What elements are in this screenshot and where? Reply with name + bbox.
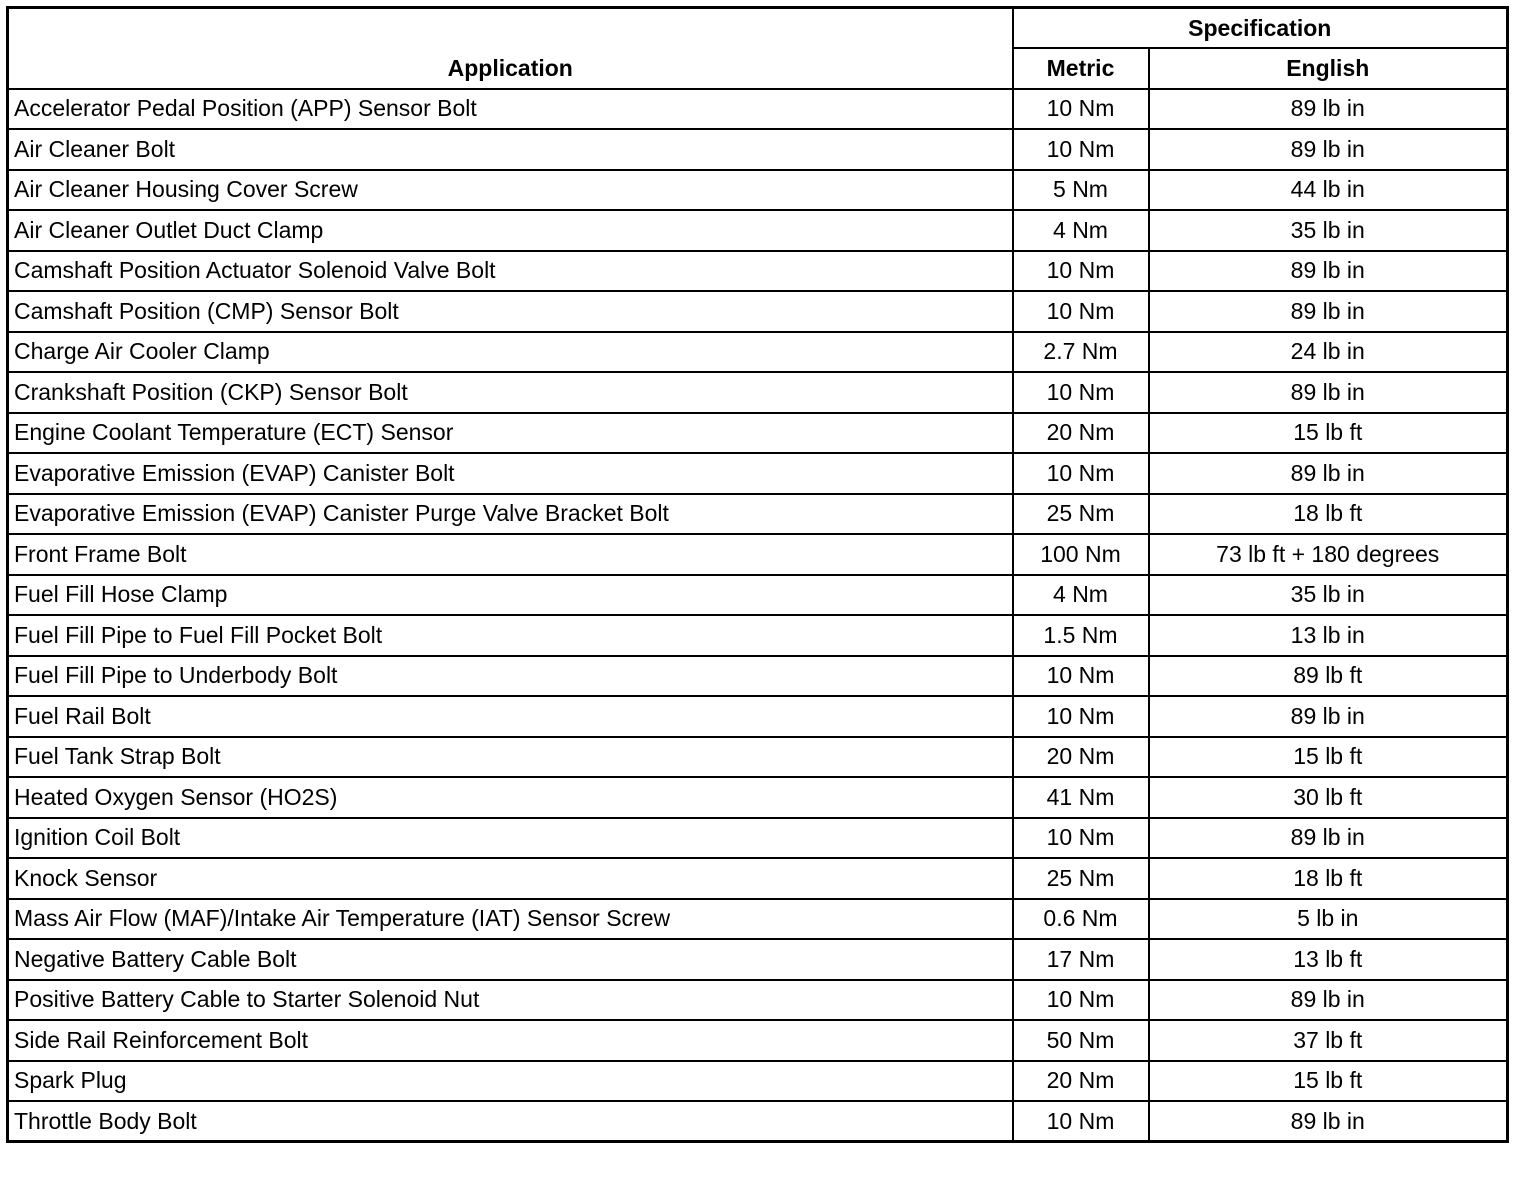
application-cell: Air Cleaner Outlet Duct Clamp (8, 210, 1013, 251)
metric-cell: 10 Nm (1013, 372, 1149, 413)
application-cell: Heated Oxygen Sensor (HO2S) (8, 777, 1013, 818)
metric-cell: 20 Nm (1013, 413, 1149, 454)
english-cell: 15 lb ft (1149, 413, 1508, 454)
metric-cell: 10 Nm (1013, 291, 1149, 332)
table-row (8, 656, 1508, 697)
english-cell: 13 lb ft (1149, 939, 1508, 980)
application-cell: Evaporative Emission (EVAP) Canister Purge Valve Bracket Bolt (8, 494, 1013, 535)
table-row (8, 534, 1508, 575)
torque-spec-table (6, 6, 1509, 1143)
table-row (8, 89, 1508, 130)
application-cell: Evaporative Emission (EVAP) Canister Bolt (8, 453, 1013, 494)
metric-cell: 25 Nm (1013, 494, 1149, 535)
header-metric: Metric (1013, 48, 1149, 89)
table-row (8, 1020, 1508, 1061)
table-row (8, 210, 1508, 251)
table-row (8, 737, 1508, 778)
table-row (8, 1101, 1508, 1142)
table-row (8, 777, 1508, 818)
application-cell: Spark Plug (8, 1061, 1013, 1102)
english-cell: 89 lb in (1149, 129, 1508, 170)
metric-cell: 10 Nm (1013, 980, 1149, 1021)
application-cell: Camshaft Position (CMP) Sensor Bolt (8, 291, 1013, 332)
english-cell: 24 lb in (1149, 332, 1508, 373)
application-cell: Fuel Fill Hose Clamp (8, 575, 1013, 616)
metric-cell: 10 Nm (1013, 453, 1149, 494)
table-row (8, 575, 1508, 616)
english-cell: 35 lb in (1149, 575, 1508, 616)
english-cell: 15 lb ft (1149, 1061, 1508, 1102)
english-cell: 89 lb in (1149, 1101, 1508, 1142)
metric-cell: 4 Nm (1013, 575, 1149, 616)
table-row (8, 413, 1508, 454)
application-cell: Air Cleaner Bolt (8, 129, 1013, 170)
application-cell: Mass Air Flow (MAF)/Intake Air Temperature (IAT) Sensor Screw (8, 899, 1013, 940)
application-cell: Crankshaft Position (CKP) Sensor Bolt (8, 372, 1013, 413)
metric-cell: 17 Nm (1013, 939, 1149, 980)
application-cell: Front Frame Bolt (8, 534, 1013, 575)
table-row (8, 251, 1508, 292)
table-row (8, 453, 1508, 494)
english-cell: 13 lb in (1149, 615, 1508, 656)
table-body (8, 89, 1508, 1142)
application-cell: Positive Battery Cable to Starter Solenoid Nut (8, 980, 1013, 1021)
header-specification: Specification (1013, 8, 1508, 49)
metric-cell: 10 Nm (1013, 129, 1149, 170)
application-cell: Fuel Fill Pipe to Fuel Fill Pocket Bolt (8, 615, 1013, 656)
table-row (8, 372, 1508, 413)
english-cell: 15 lb ft (1149, 737, 1508, 778)
metric-cell: 100 Nm (1013, 534, 1149, 575)
header-row-top (8, 8, 1508, 49)
english-cell: 73 lb ft + 180 degrees (1149, 534, 1508, 575)
metric-cell: 20 Nm (1013, 1061, 1149, 1102)
metric-cell: 10 Nm (1013, 1101, 1149, 1142)
english-cell: 35 lb in (1149, 210, 1508, 251)
english-cell: 30 lb ft (1149, 777, 1508, 818)
table-row (8, 1061, 1508, 1102)
english-cell: 37 lb ft (1149, 1020, 1508, 1061)
english-cell: 89 lb in (1149, 291, 1508, 332)
english-cell: 5 lb in (1149, 899, 1508, 940)
table-row (8, 332, 1508, 373)
table-row (8, 939, 1508, 980)
metric-cell: 25 Nm (1013, 858, 1149, 899)
english-cell: 89 lb in (1149, 453, 1508, 494)
metric-cell: 10 Nm (1013, 656, 1149, 697)
metric-cell: 0.6 Nm (1013, 899, 1149, 940)
application-cell: Engine Coolant Temperature (ECT) Sensor (8, 413, 1013, 454)
table-row (8, 170, 1508, 211)
english-cell: 18 lb ft (1149, 494, 1508, 535)
metric-cell: 50 Nm (1013, 1020, 1149, 1061)
english-cell: 89 lb in (1149, 818, 1508, 859)
application-cell: Camshaft Position Actuator Solenoid Valve Bolt (8, 251, 1013, 292)
application-cell: Throttle Body Bolt (8, 1101, 1013, 1142)
english-cell: 89 lb in (1149, 251, 1508, 292)
table-row (8, 899, 1508, 940)
table-row (8, 980, 1508, 1021)
english-cell: 18 lb ft (1149, 858, 1508, 899)
english-cell: 89 lb in (1149, 89, 1508, 130)
table-row (8, 291, 1508, 332)
application-cell: Ignition Coil Bolt (8, 818, 1013, 859)
metric-cell: 4 Nm (1013, 210, 1149, 251)
application-cell: Side Rail Reinforcement Bolt (8, 1020, 1013, 1061)
metric-cell: 41 Nm (1013, 777, 1149, 818)
metric-cell: 20 Nm (1013, 737, 1149, 778)
metric-cell: 10 Nm (1013, 251, 1149, 292)
application-cell: Charge Air Cooler Clamp (8, 332, 1013, 373)
table-row (8, 696, 1508, 737)
header-english: English (1149, 48, 1508, 89)
application-cell: Accelerator Pedal Position (APP) Sensor Bolt (8, 89, 1013, 130)
table-row (8, 858, 1508, 899)
header-application: Application (8, 8, 1013, 89)
english-cell: 44 lb in (1149, 170, 1508, 211)
application-cell: Negative Battery Cable Bolt (8, 939, 1013, 980)
metric-cell: 1.5 Nm (1013, 615, 1149, 656)
metric-cell: 10 Nm (1013, 696, 1149, 737)
english-cell: 89 lb in (1149, 372, 1508, 413)
table-row (8, 615, 1508, 656)
application-cell: Fuel Tank Strap Bolt (8, 737, 1013, 778)
metric-cell: 10 Nm (1013, 89, 1149, 130)
table-row (8, 129, 1508, 170)
english-cell: 89 lb in (1149, 980, 1508, 1021)
application-cell: Fuel Fill Pipe to Underbody Bolt (8, 656, 1013, 697)
application-cell: Air Cleaner Housing Cover Screw (8, 170, 1013, 211)
metric-cell: 10 Nm (1013, 818, 1149, 859)
metric-cell: 5 Nm (1013, 170, 1149, 211)
metric-cell: 2.7 Nm (1013, 332, 1149, 373)
application-cell: Knock Sensor (8, 858, 1013, 899)
table-row (8, 818, 1508, 859)
application-cell: Fuel Rail Bolt (8, 696, 1013, 737)
english-cell: 89 lb ft (1149, 656, 1508, 697)
english-cell: 89 lb in (1149, 696, 1508, 737)
table-row (8, 494, 1508, 535)
